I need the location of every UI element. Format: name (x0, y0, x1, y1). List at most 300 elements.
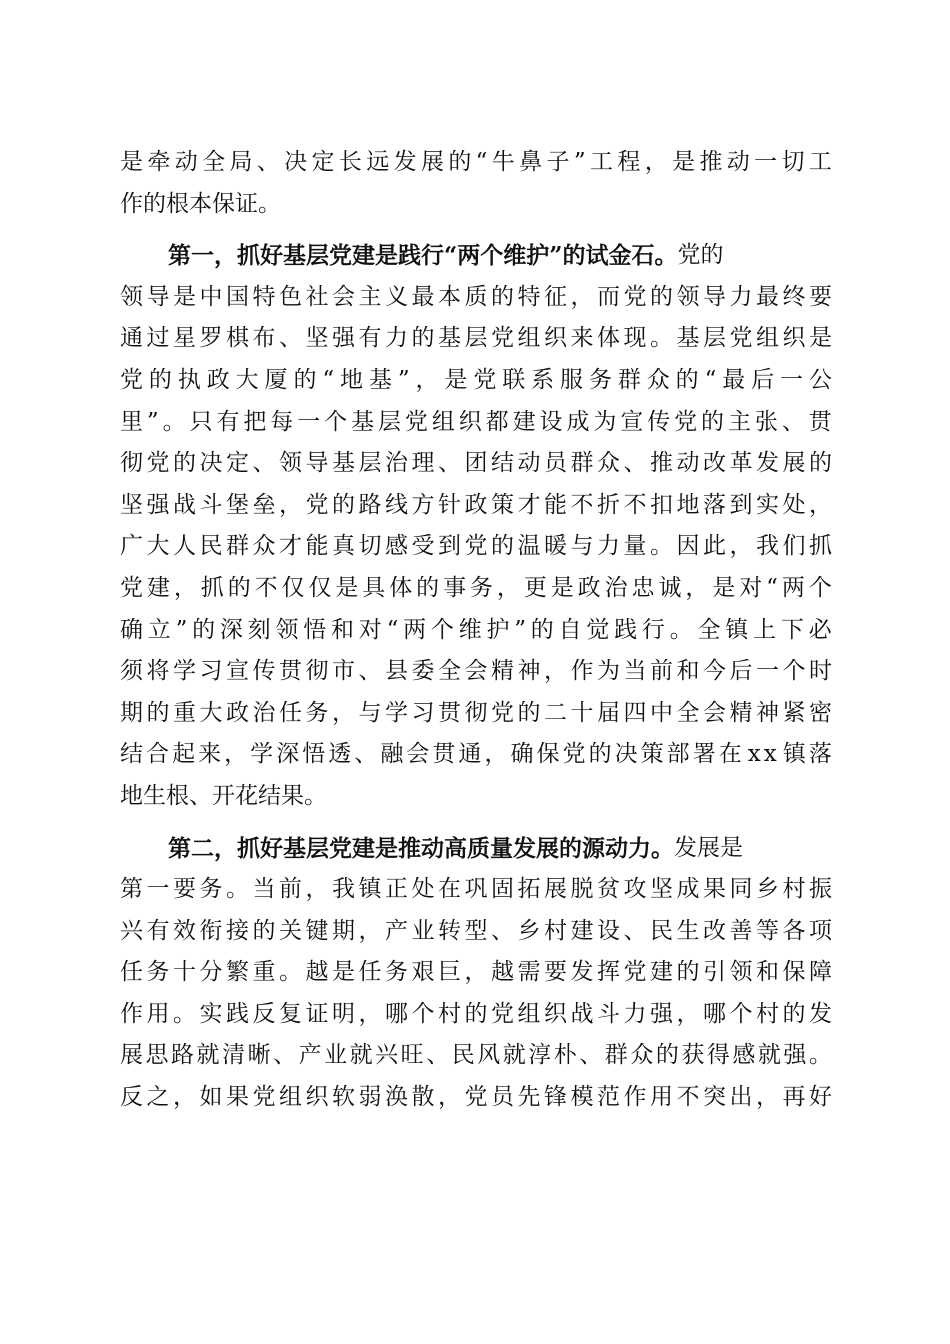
glyph: 堡 (226, 491, 249, 518)
glyph: 众 (646, 366, 670, 393)
glyph: 来 (198, 741, 222, 768)
glyph: 两 (403, 616, 427, 643)
glyph: 治 (385, 450, 408, 477)
glyph: 业 (324, 1042, 348, 1069)
glyph: 是 (550, 574, 574, 601)
glyph: 是 (712, 574, 736, 601)
glyph: 政 (577, 574, 601, 601)
glyph: “ (766, 574, 778, 601)
glyph: 自 (558, 616, 582, 643)
glyph: 攻 (623, 876, 647, 903)
glyph: 效 (173, 917, 196, 944)
glyph: 的 (782, 1000, 806, 1027)
glyph: 、 (358, 658, 382, 685)
glyph: 们 (782, 533, 806, 560)
glyph: 挥 (597, 959, 620, 986)
glyph: 宣 (226, 658, 249, 685)
glyph: ， (685, 574, 709, 601)
glyph: ” (175, 616, 188, 643)
text-line (120, 360, 832, 402)
glyph: 、 (354, 741, 378, 768)
glyph: 织 (458, 408, 482, 435)
glyph: ” (573, 149, 586, 175)
glyph: 是 (173, 283, 196, 310)
glyph: 具 (362, 574, 386, 601)
glyph: 此 (703, 533, 726, 560)
glyph: 发 (809, 1000, 832, 1027)
glyph: 和 (756, 959, 779, 986)
glyph: 决 (284, 149, 308, 175)
glyph: 领 (275, 616, 299, 643)
glyph: 个 (324, 408, 348, 435)
glyph: 、 (623, 917, 647, 944)
glyph: 分 (199, 959, 223, 986)
glyph: 复 (279, 1000, 302, 1027)
glyph: 定 (226, 450, 249, 477)
glyph: 彻 (120, 450, 143, 477)
glyph: 前 (650, 658, 673, 685)
glyph: 悟 (302, 741, 326, 768)
glyph: 实 (756, 491, 779, 518)
glyph: 果 (703, 876, 726, 903)
glyph: 的 (650, 283, 673, 310)
glyph: 的 (517, 699, 541, 726)
glyph: 先 (517, 1084, 541, 1111)
glyph: 。 (650, 533, 673, 560)
glyph: 关 (279, 917, 302, 944)
glyph: 神 (517, 658, 541, 685)
glyph: 服 (560, 366, 584, 393)
glyph: 远 (366, 149, 390, 175)
glyph: 棋 (226, 325, 249, 352)
glyph: 斗 (199, 491, 223, 518)
glyph: 委 (411, 658, 435, 685)
glyph: 在 (718, 741, 742, 768)
glyph: 都 (485, 408, 509, 435)
text-line (120, 277, 832, 319)
glyph: 折 (597, 491, 620, 518)
glyph: ， (305, 876, 329, 903)
paragraph-lead: 第二，抓好基层党建是推动高质量发展的源动力。 (168, 834, 674, 862)
glyph: 、 (279, 325, 302, 352)
glyph: 就 (196, 1042, 220, 1069)
glyph: 全 (676, 699, 700, 726)
glyph: ， (332, 699, 355, 726)
glyph: 乡 (517, 917, 541, 944)
glyph: 立 (147, 616, 171, 643)
glyph: 出 (729, 1084, 753, 1111)
glyph: ， (496, 574, 520, 601)
glyph: 的 (416, 574, 440, 601)
glyph: 一 (756, 658, 779, 685)
glyph: 的 (809, 450, 832, 477)
glyph: 的 (411, 325, 435, 352)
glyph: 众 (630, 1042, 654, 1069)
glyph: ， (729, 533, 753, 560)
glyph: 贯 (432, 741, 456, 768)
glyph: ， (809, 491, 832, 518)
glyph: 中 (650, 699, 673, 726)
glyph: 组 (431, 408, 455, 435)
text-line (120, 1077, 832, 1119)
text-line (120, 318, 832, 360)
glyph: 村 (782, 876, 806, 903)
glyph: ， (415, 366, 439, 393)
glyph: ” (397, 366, 410, 393)
glyph: 领 (279, 450, 302, 477)
glyph: 务 (469, 574, 493, 601)
glyph: 发 (393, 149, 417, 175)
glyph: 与 (358, 699, 382, 726)
glyph: 感 (385, 533, 408, 560)
glyph: 扣 (650, 491, 673, 518)
glyph: 习 (199, 658, 223, 685)
glyph: 垒 (252, 491, 276, 518)
glyph: 大 (235, 366, 259, 393)
text-line (120, 485, 832, 527)
glyph: 星 (173, 325, 196, 352)
glyph: 抓 (200, 574, 224, 601)
glyph: 精 (729, 699, 753, 726)
glyph: 反 (252, 1000, 276, 1027)
glyph: ， (358, 1000, 382, 1027)
glyph: 有 (358, 325, 382, 352)
glyph: 项 (809, 917, 832, 944)
glyph: 署 (692, 741, 716, 768)
glyph: 和 (676, 658, 700, 685)
glyph: 思 (145, 1042, 169, 1069)
glyph: 是 (672, 149, 696, 175)
glyph: 结 (491, 450, 514, 477)
glyph: ， (173, 574, 197, 601)
paragraph-second (120, 828, 832, 1119)
glyph: 国 (226, 283, 249, 310)
glyph: 部 (666, 741, 690, 768)
glyph: 一 (297, 408, 321, 435)
glyph: 层 (703, 325, 726, 352)
glyph: 坚 (120, 491, 143, 518)
glyph: 通 (458, 741, 482, 768)
glyph: 处 (782, 491, 806, 518)
glyph: 得 (706, 1042, 730, 1069)
glyph: 来 (570, 325, 594, 352)
glyph: 会 (406, 741, 430, 768)
glyph: 十 (570, 699, 594, 726)
glyph: 展 (420, 149, 444, 175)
glyph: 村 (438, 1000, 461, 1027)
glyph: 广 (120, 533, 143, 560)
glyph: 产 (298, 1042, 322, 1069)
glyph: 将 (146, 658, 170, 685)
glyph: 党 (473, 366, 497, 393)
glyph: 好 (809, 1084, 832, 1111)
glyph: 大 (146, 533, 170, 560)
glyph: ， (279, 491, 302, 518)
glyph: 起 (172, 741, 196, 768)
glyph: 切 (781, 149, 805, 175)
glyph: 坚 (650, 876, 673, 903)
glyph: 深 (276, 741, 300, 768)
glyph: 、 (579, 1042, 603, 1069)
glyph: 特 (252, 283, 276, 310)
glyph: 善 (729, 917, 753, 944)
glyph: 设 (539, 408, 563, 435)
glyph: 量 (623, 533, 647, 560)
glyph: x (763, 741, 777, 768)
glyph: 散 (411, 1084, 435, 1111)
text-line (120, 142, 832, 184)
glyph: 就 (757, 1042, 781, 1069)
glyph: 主 (727, 408, 751, 435)
glyph: ， (173, 1084, 196, 1111)
glyph: 时 (809, 658, 832, 685)
glyph: 兴 (120, 917, 143, 944)
glyph: 确 (120, 616, 143, 643)
glyph: 群 (226, 533, 249, 560)
glyph: 成 (676, 876, 700, 903)
glyph: 群 (570, 450, 594, 477)
glyph: 设 (597, 917, 620, 944)
glyph: 后 (751, 366, 775, 393)
glyph: 大 (199, 699, 223, 726)
glyph: 处 (411, 876, 435, 903)
glyph: 才 (279, 533, 302, 560)
glyph: 是 (809, 325, 832, 352)
glyph: 的 (146, 699, 170, 726)
glyph: 力 (597, 533, 620, 560)
glyph: 用 (146, 1000, 170, 1027)
glyph: 贫 (597, 876, 620, 903)
glyph: 不 (623, 491, 647, 518)
glyph: 强 (146, 491, 170, 518)
glyph: 传 (647, 408, 671, 435)
glyph: 里 (120, 408, 143, 435)
glyph: 系 (531, 366, 555, 393)
glyph: 导 (305, 450, 329, 477)
glyph: 、 (426, 1042, 450, 1069)
glyph: 风 (477, 1042, 501, 1069)
glyph: 仅 (308, 574, 332, 601)
glyph: 确 (510, 741, 534, 768)
glyph: 重 (173, 699, 196, 726)
glyph: 证 (305, 1000, 329, 1027)
glyph: 正 (385, 876, 408, 903)
glyph: 、 (491, 917, 514, 944)
glyph: 。 (226, 876, 249, 903)
glyph: 不 (570, 491, 594, 518)
glyph: 产 (385, 917, 408, 944)
glyph: 员 (544, 450, 567, 477)
glyph: 最 (411, 283, 435, 310)
glyph: 组 (279, 1084, 302, 1111)
glyph: 是 (120, 149, 143, 175)
glyph: 温 (517, 533, 541, 560)
glyph: ” (514, 616, 527, 643)
glyph: 个 (782, 658, 806, 685)
glyph: 针 (438, 491, 461, 518)
glyph: 就 (502, 1042, 526, 1069)
glyph: 抓 (809, 533, 832, 560)
glyph: 。 (279, 959, 302, 986)
glyph: 精 (491, 658, 514, 685)
glyph: 为 (593, 408, 617, 435)
glyph: ， (644, 149, 668, 175)
glyph: 就 (349, 1042, 373, 1069)
glyph: 程 (617, 149, 641, 175)
glyph: 、 (438, 450, 461, 477)
glyph: 有 (146, 917, 170, 944)
glyph: 清 (222, 1042, 246, 1069)
glyph: 能 (305, 533, 329, 560)
glyph: 战 (173, 491, 196, 518)
glyph: 模 (570, 1084, 594, 1111)
glyph: 现 (623, 325, 647, 352)
glyph: 对 (358, 616, 382, 643)
glyph: 推 (699, 149, 723, 175)
glyph: 兴 (375, 1042, 399, 1069)
glyph: ， (570, 283, 594, 310)
glyph: 个 (729, 1000, 753, 1027)
glyph: 后 (729, 658, 753, 685)
glyph: 决 (614, 741, 638, 768)
glyph: 落 (808, 741, 832, 768)
glyph: 村 (756, 1000, 779, 1027)
glyph: 到 (729, 491, 753, 518)
glyph: 鼻 (519, 149, 543, 175)
glyph: 今 (703, 658, 726, 685)
glyph: 层 (464, 325, 488, 352)
glyph: 果 (226, 1084, 249, 1111)
glyph: 、 (623, 450, 647, 477)
text-line (120, 869, 832, 911)
glyph: 政 (464, 491, 488, 518)
glyph: 要 (809, 283, 832, 310)
glyph: 固 (491, 876, 514, 903)
glyph: 征 (544, 283, 567, 310)
glyph: 宣 (620, 408, 644, 435)
glyph: 只 (189, 408, 213, 435)
glyph: 生 (676, 917, 700, 944)
glyph: 有 (216, 408, 240, 435)
glyph: 密 (809, 699, 832, 726)
glyph: 晰 (247, 1042, 271, 1069)
glyph: 弱 (358, 1084, 382, 1111)
glyph: 是 (444, 366, 468, 393)
text-line (120, 443, 832, 485)
glyph: 层 (377, 408, 401, 435)
glyph: 党 (623, 283, 647, 310)
glyph: 获 (681, 1042, 705, 1069)
glyph: 事 (443, 574, 467, 601)
glyph: 要 (544, 959, 567, 986)
glyph: 党 (120, 366, 143, 393)
text-line (120, 235, 832, 277)
glyph: 期 (120, 699, 143, 726)
glyph: 衔 (199, 917, 223, 944)
glyph: 再 (782, 1084, 806, 1111)
paragraph-lead: 第一，抓好基层党建是践行“两个维护”的试金石。 (168, 242, 678, 270)
glyph: “ (475, 149, 488, 175)
text-line (120, 526, 832, 568)
glyph: 建 (570, 917, 594, 944)
glyph: 障 (809, 959, 832, 986)
glyph: 牛 (491, 149, 515, 175)
glyph: 作 (120, 1000, 143, 1027)
glyph: 长 (338, 149, 362, 175)
glyph: 贯 (438, 699, 461, 726)
glyph: 务 (385, 959, 408, 986)
glyph: 路 (171, 1042, 195, 1069)
glyph: 的 (676, 959, 700, 986)
glyph: 的 (464, 1000, 488, 1027)
glyph: 紧 (782, 699, 806, 726)
glyph: 民 (451, 1042, 475, 1069)
glyph: ， (544, 658, 567, 685)
glyph: 村 (544, 917, 567, 944)
glyph: 传 (252, 658, 276, 685)
glyph: 过 (146, 325, 170, 352)
glyph: 党 (491, 325, 514, 352)
glyph: 导 (703, 283, 726, 310)
glyph: 如 (199, 1084, 223, 1111)
glyph: 觉 (586, 616, 610, 643)
glyph: 引 (703, 959, 726, 986)
glyph: 建 (512, 408, 536, 435)
glyph: 一 (754, 149, 778, 175)
glyph: 届 (597, 699, 620, 726)
glyph: 人 (173, 533, 196, 560)
glyph: 的 (227, 574, 251, 601)
glyph: 反 (120, 1084, 143, 1111)
glyph: 动 (726, 149, 750, 175)
glyph: 一 (780, 366, 804, 393)
glyph: ” (146, 408, 159, 435)
glyph: 的 (192, 616, 216, 643)
glyph: 艰 (411, 959, 435, 986)
text-line (120, 776, 832, 818)
glyph: 到 (438, 533, 461, 560)
text-line (120, 693, 832, 735)
glyph: “ (704, 366, 717, 393)
glyph: 的 (588, 741, 612, 768)
glyph: 巩 (464, 876, 488, 903)
glyph: 坚 (305, 325, 329, 352)
glyph: 脱 (570, 876, 594, 903)
glyph: 对 (739, 574, 763, 601)
glyph: 团 (464, 450, 488, 477)
glyph: 保 (536, 741, 560, 768)
glyph: 张 (754, 408, 778, 435)
glyph: 展 (544, 876, 567, 903)
glyph: 哪 (385, 1000, 408, 1027)
glyph: 党 (252, 1084, 276, 1111)
glyph: 党 (404, 408, 428, 435)
glyph: 基 (438, 325, 461, 352)
glyph: x (747, 741, 761, 768)
glyph: 动 (676, 450, 700, 477)
glyph: 巨 (438, 959, 461, 986)
glyph: 领 (729, 959, 753, 986)
glyph: 线 (385, 491, 408, 518)
glyph: 群 (604, 1042, 628, 1069)
glyph: 布 (252, 325, 276, 352)
glyph: 地 (676, 491, 700, 518)
glyph: 最 (756, 283, 779, 310)
glyph: 落 (703, 491, 726, 518)
glyph: 的 (293, 366, 317, 393)
glyph: 展 (120, 1042, 143, 1069)
glyph: 突 (703, 1084, 726, 1111)
